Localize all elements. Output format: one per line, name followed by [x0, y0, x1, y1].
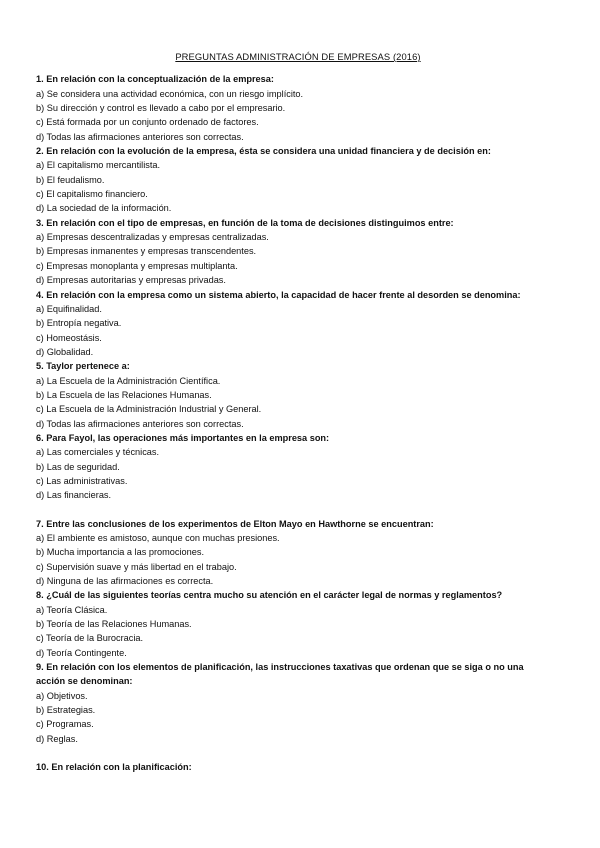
question-text: 1. En relación con la conceptualización de la empresa: — [36, 74, 274, 85]
question-text: 3. En relación con el tipo de empresas, en función de la toma de decisiones distinguimos entre: — [36, 217, 454, 228]
question-2 — [36, 144, 560, 216]
question-1 — [36, 72, 560, 144]
option-c: c) Está formada por un conjunto ordenado de factores. — [36, 117, 259, 128]
question-text-continued: acción se denominan: — [36, 676, 133, 687]
option-d: d) Las financieras. — [36, 490, 112, 501]
option-d: d) Reglas. — [36, 733, 78, 744]
option-d: d) Empresas autoritarias y empresas privadas. — [36, 275, 226, 286]
option-a: a) La Escuela de la Administración Científica. — [36, 375, 221, 386]
question-8 — [36, 588, 560, 660]
option-d: d) Todas las afirmaciones anteriores son correctas. — [36, 418, 244, 429]
option-b: b) El feudalismo. — [36, 174, 105, 185]
option-c: c) Supervisión suave y más libertad en el trabajo. — [36, 561, 237, 572]
option-c: c) Homeostásis. — [36, 332, 102, 343]
option-c: c) La Escuela de la Administración Industrial y General. — [36, 404, 262, 415]
option-a: a) Las comerciales y técnicas. — [36, 447, 160, 458]
option-d: d) Todas las afirmaciones anteriores son correctas. — [36, 131, 244, 142]
question-4 — [36, 288, 560, 360]
question-text: 10. En relación con la planificación: — [36, 762, 192, 773]
option-b: b) Entropía negativa. — [36, 318, 122, 329]
option-a: a) Teoría Clásica. — [36, 604, 108, 615]
question-5 — [36, 359, 560, 431]
option-b: b) Mucha importancia a las promociones. — [36, 547, 205, 558]
option-b: b) Teoría de las Relaciones Humanas. — [36, 619, 192, 630]
document-title: PREGUNTAS ADMINISTRACIÓN DE EMPRESAS (2016) — [175, 51, 421, 62]
question-text: 2. En relación con la evolución de la empresa, ésta se considera una unidad financiera y de decisión en: — [36, 146, 491, 157]
option-c: c) Las administrativas. — [36, 475, 128, 486]
question-text: 5. Taylor pertenece a: — [36, 361, 130, 372]
option-a: a) El ambiente es amistoso, aunque con muchas presiones. — [36, 533, 280, 543]
option-c: c) Programas. — [36, 719, 94, 730]
option-b: b) Estrategias. — [36, 705, 96, 716]
question-6 — [36, 431, 560, 503]
question-text: 6. Para Fayol, las operaciones más importantes en la empresa son: — [36, 432, 330, 443]
option-d: d) Ninguna de las afirmaciones es correcta. — [36, 576, 214, 587]
option-b: b) La Escuela de las Relaciones Humanas. — [36, 389, 212, 400]
question-text: 4. En relación con la empresa como un sistema abierto, la capacidad de hacer frente al desorden se denomina: — [36, 289, 521, 300]
question-9 — [36, 660, 560, 746]
option-a: a) El capitalismo mercantilista. — [36, 160, 161, 171]
option-c: c) El capitalismo financiero. — [36, 189, 148, 200]
question-text: 9. En relación con los elementos de planificación, las instrucciones taxativas que ordenan que se siga o no una — [36, 662, 524, 673]
option-c: c) Empresas monoplanta y empresas multiplanta. — [36, 260, 238, 271]
option-b: b) Las de seguridad. — [36, 461, 120, 472]
option-d: d) La sociedad de la información. — [36, 203, 172, 214]
question-10 — [36, 760, 560, 774]
option-d: d) Teoría Contingente. — [36, 647, 127, 658]
option-b: b) Empresas inmanentes y empresas transcendentes. — [36, 246, 257, 257]
option-d: d) Globalidad. — [36, 346, 94, 357]
question-text: 8. ¿Cuál de las siguientes teorías centra mucho su atención en el carácter legal de normas y reglamentos? — [36, 590, 503, 601]
option-a: a) Empresas descentralizadas y empresas centralizadas. — [36, 232, 269, 243]
question-text: 7. Entre las conclusiones de los experimentos de Elton Mayo en Hawthorne se encuentran: — [36, 518, 434, 529]
question-7 — [36, 517, 560, 589]
question-3 — [36, 216, 560, 288]
option-b: b) Su dirección y control es llevado a cabo por el empresario. — [36, 103, 286, 114]
option-a: a) Objetivos. — [36, 690, 88, 701]
option-a: a) Equifinalidad. — [36, 303, 102, 314]
option-c: c) Teoría de la Burocracia. — [36, 633, 144, 644]
spacer — [36, 746, 560, 760]
option-a: a) Se considera una actividad económica, con un riesgo implícito. — [36, 88, 304, 99]
spacer — [36, 503, 560, 517]
